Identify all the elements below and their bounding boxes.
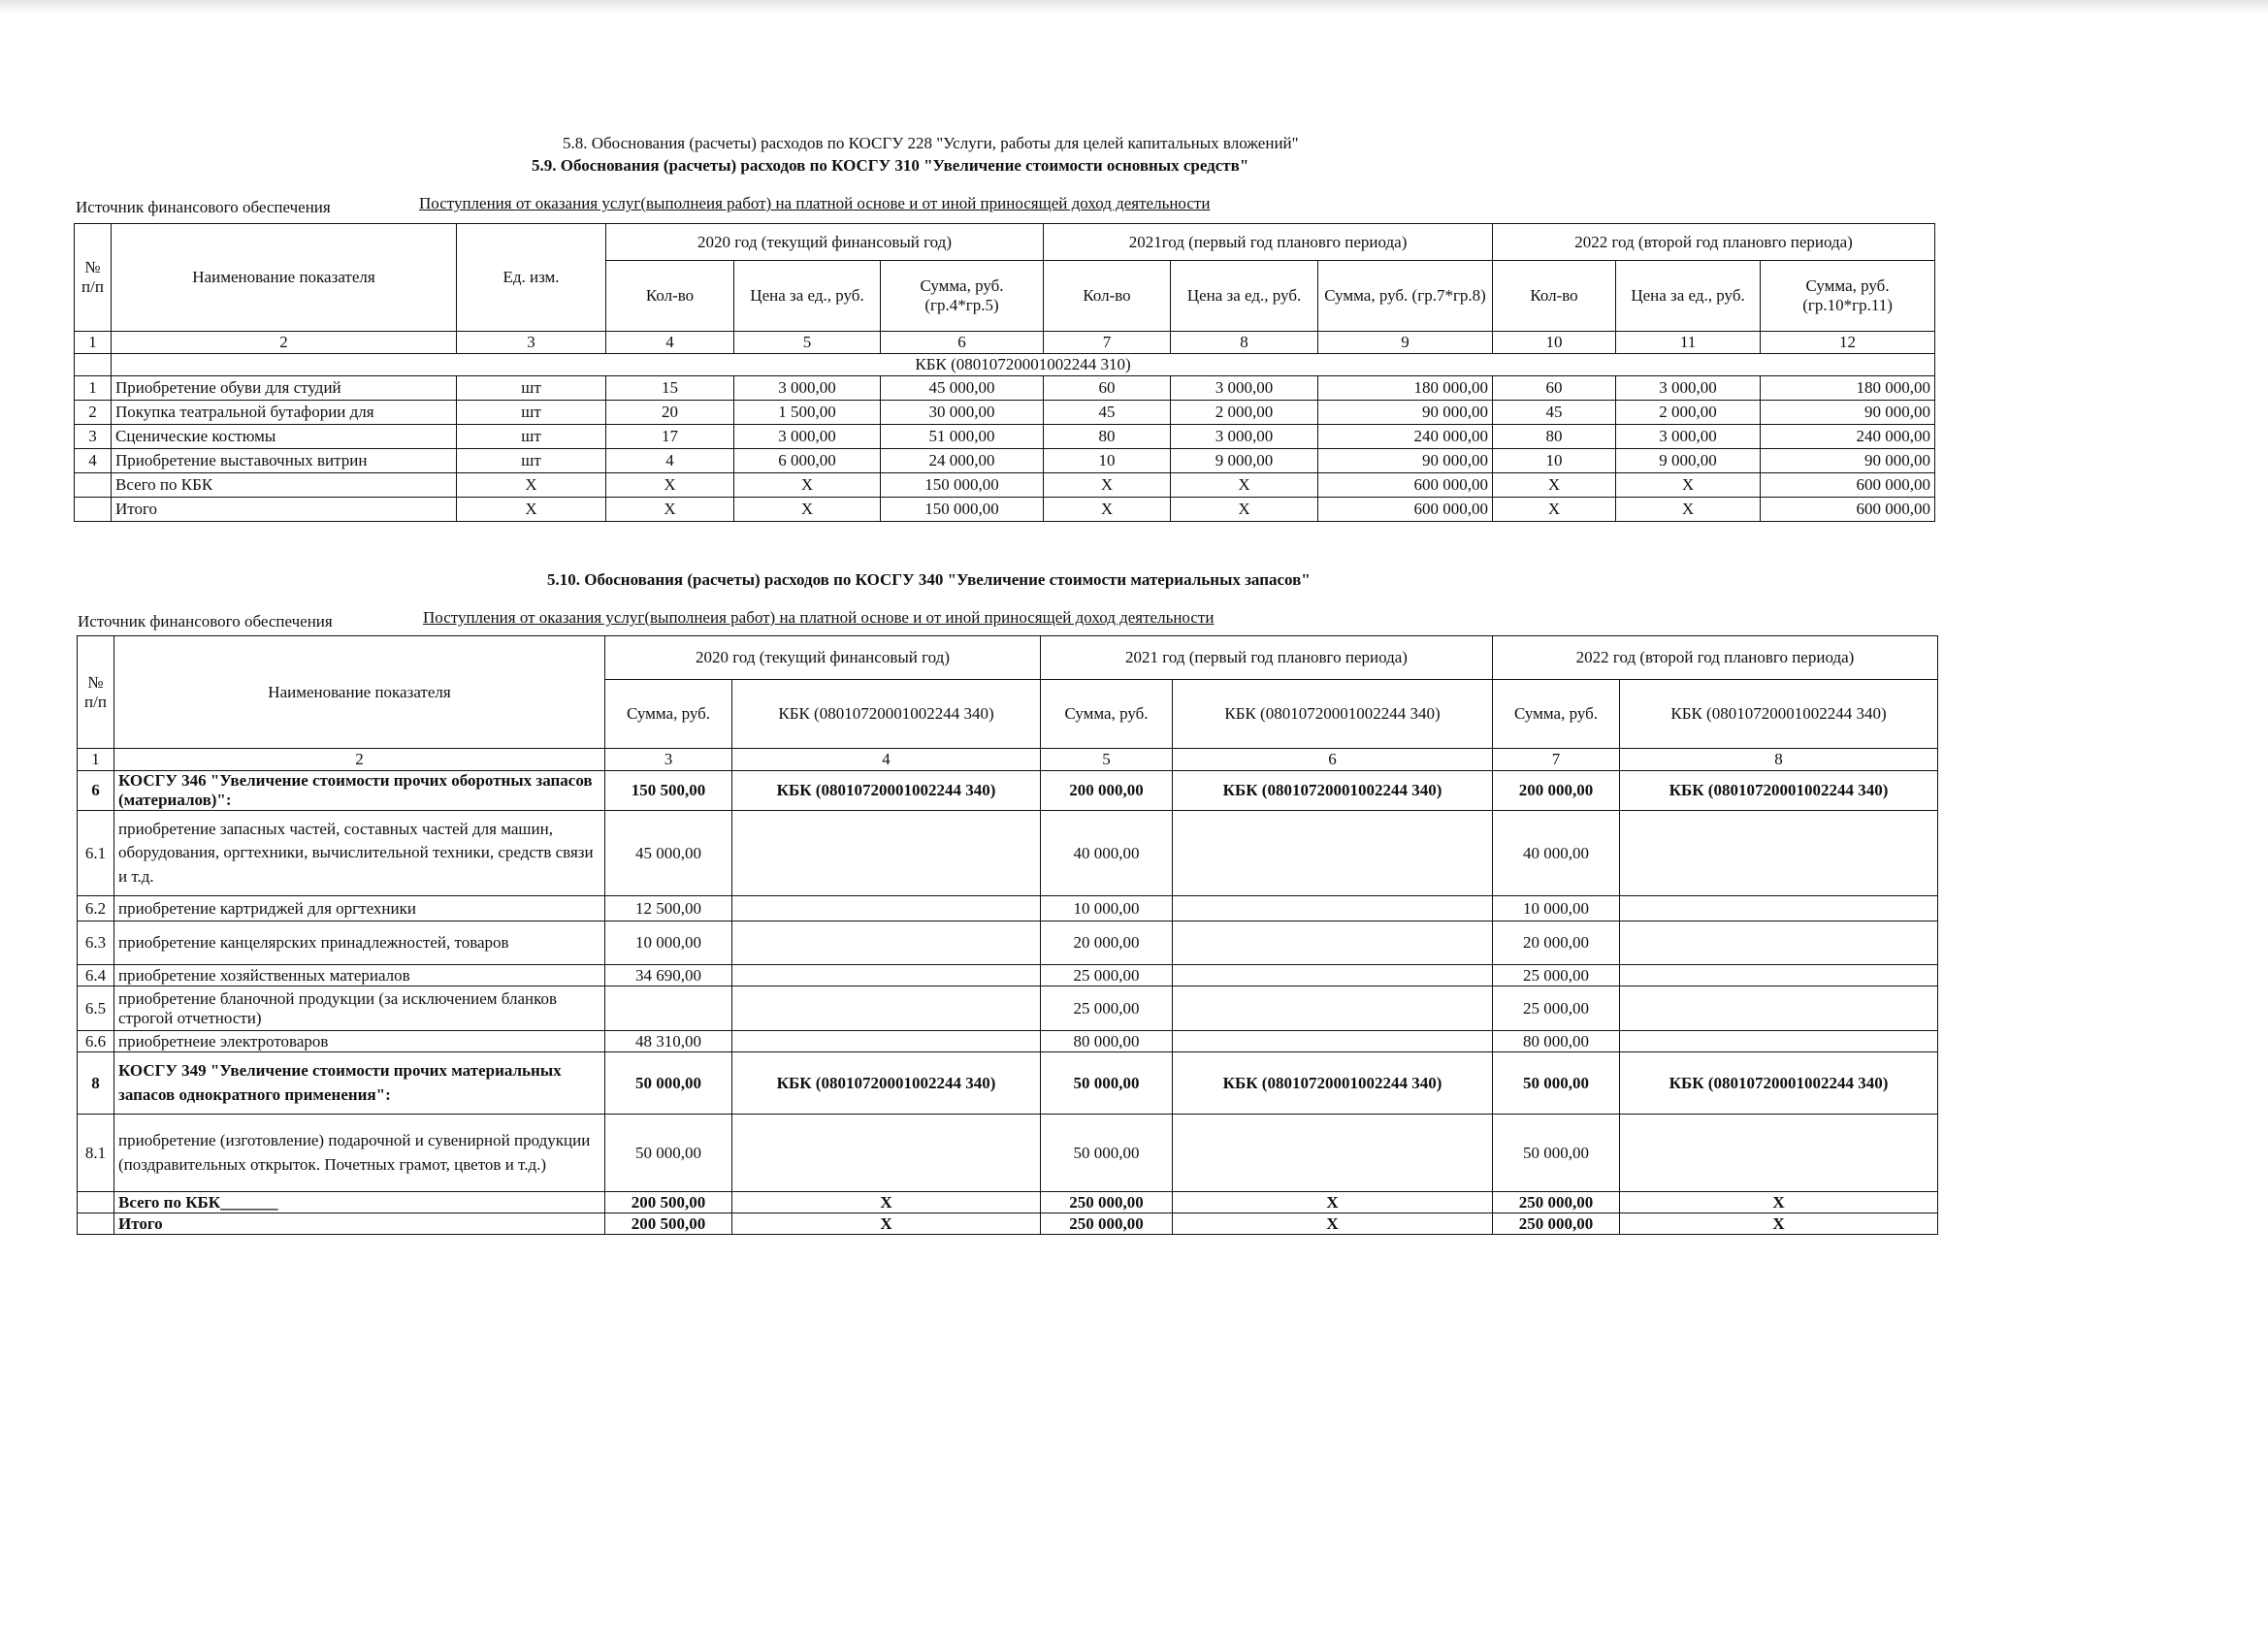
row-sum: 50 000,00 (1493, 1115, 1620, 1192)
kbk-row (75, 354, 1935, 376)
row-qty: Х (606, 498, 734, 522)
row-sum: 90 000,00 (1318, 449, 1493, 473)
kbk-header: КБК (08010720001002244 340) (1620, 680, 1938, 749)
total-row (75, 498, 1935, 522)
row-sum: 200 500,00 (605, 1213, 732, 1235)
column-index: 7 (1044, 332, 1171, 354)
row-unit: шт (457, 449, 606, 473)
row-qty: 20 (606, 401, 734, 425)
row-sum: 600 000,00 (1318, 498, 1493, 522)
row-price: 3 000,00 (734, 425, 881, 449)
row-sum: 20 000,00 (1493, 922, 1620, 965)
row-num: 6.2 (78, 896, 114, 922)
row-sum: 150 000,00 (881, 473, 1044, 498)
row-sum: 51 000,00 (881, 425, 1044, 449)
column-index: 6 (1173, 749, 1493, 771)
row-sum: 30 000,00 (881, 401, 1044, 425)
table-row (75, 376, 1935, 401)
row-sum: 240 000,00 (1318, 425, 1493, 449)
column-index: 5 (1041, 749, 1173, 771)
row-qty: 10 (1493, 449, 1616, 473)
row-num: 6.3 (78, 922, 114, 965)
row-qty: 60 (1044, 376, 1171, 401)
column-index: 3 (605, 749, 732, 771)
row-kbk (1173, 811, 1493, 896)
year-2022-header: 2022 год (второй год плановго периода) (1493, 224, 1935, 261)
row-kbk (1173, 965, 1493, 986)
row-sum: 180 000,00 (1318, 376, 1493, 401)
row-name: приобретение хозяйственных материалов (114, 965, 605, 986)
column-index: 10 (1493, 332, 1616, 354)
row-name: приобретение запасных частей, составных частей для машин, оборудования, оргтехники, вычислительной техники, средств связи и т.д. (114, 811, 605, 896)
source-value-2: Поступления от оказания услуг(выполнеия работ) на платной основе и от иной приносящей доход деятельности (423, 608, 1215, 627)
row-sum: 90 000,00 (1318, 401, 1493, 425)
row-price: 3 000,00 (734, 376, 881, 401)
row-sum: 200 000,00 (1041, 771, 1173, 811)
column-index: 1 (75, 332, 112, 354)
row-qty: 45 (1493, 401, 1616, 425)
kbk-header: КБК (08010720001002244 340) (732, 680, 1041, 749)
total-row (78, 1213, 1938, 1235)
row-qty: Х (606, 473, 734, 498)
sum-header: Сумма, руб. (1041, 680, 1173, 749)
row-name: приобретнеие электротоваров (114, 1031, 605, 1052)
column-index: 2 (114, 749, 605, 771)
row-num: 6 (78, 771, 114, 811)
row-sum: 180 000,00 (1761, 376, 1935, 401)
row-sum: 250 000,00 (1493, 1192, 1620, 1213)
row-sum (605, 986, 732, 1031)
row-kbk (1620, 1115, 1938, 1192)
row-kbk (1620, 965, 1938, 986)
column-index: 8 (1620, 749, 1938, 771)
column-index: 11 (1616, 332, 1761, 354)
row-unit: Х (457, 498, 606, 522)
column-index: 5 (734, 332, 881, 354)
table-row (78, 811, 1938, 896)
group-row-kosgu-349 (78, 1052, 1938, 1115)
source-label-1: Источник финансового обеспечения (76, 198, 331, 216)
table-row (78, 986, 1938, 1031)
kbk-header: КБК (08010720001002244 340) (1173, 680, 1493, 749)
row-kbk (1173, 922, 1493, 965)
sum-header: Сумма, руб. (гр.10*гр.11) (1761, 261, 1935, 332)
row-sum: 600 000,00 (1761, 498, 1935, 522)
row-num: 6.4 (78, 965, 114, 986)
column-index: 3 (457, 332, 606, 354)
row-kbk: КБК (08010720001002244 340) (1620, 1052, 1938, 1115)
row-qty: 15 (606, 376, 734, 401)
row-kbk: Х (1620, 1213, 1938, 1235)
row-num: 6.6 (78, 1031, 114, 1052)
row-kbk: КБК (08010720001002244 340) (732, 1052, 1041, 1115)
total-kbk-row (78, 1192, 1938, 1213)
year-2020-header: 2020 год (текущий финансовый год) (605, 636, 1041, 680)
row-name: приобретение (изготовление) подарочной и сувенирной продукции (поздравительных открыток. Почетных грамот, цветов и т.д.) (114, 1115, 605, 1192)
row-sum: 34 690,00 (605, 965, 732, 986)
row-num: 8 (78, 1052, 114, 1115)
table-header-row (78, 636, 1938, 680)
column-index: 4 (606, 332, 734, 354)
row-price: Х (734, 473, 881, 498)
row-qty: 80 (1493, 425, 1616, 449)
row-sum: 40 000,00 (1041, 811, 1173, 896)
row-unit: Х (457, 473, 606, 498)
col-name-header: Наименование показателя (114, 636, 605, 749)
row-name: Итого (114, 1213, 605, 1235)
row-sum: 45 000,00 (881, 376, 1044, 401)
row-num (78, 1213, 114, 1235)
col-unit-header: Ед. изм. (457, 224, 606, 332)
row-num: 6.5 (78, 986, 114, 1031)
row-kbk: КБК (08010720001002244 340) (732, 771, 1041, 811)
row-price: 2 000,00 (1616, 401, 1761, 425)
row-kbk (1620, 922, 1938, 965)
row-price: 3 000,00 (1616, 376, 1761, 401)
kbk-row-num (75, 354, 112, 376)
sum-header: Сумма, руб. (1493, 680, 1620, 749)
column-index: 9 (1318, 332, 1493, 354)
row-name: приобретение картриджей для оргтехники (114, 896, 605, 922)
row-kbk: Х (1173, 1192, 1493, 1213)
row-sum: 250 000,00 (1041, 1192, 1173, 1213)
year-2021-header: 2021 год (первый год плановго периода) (1041, 636, 1493, 680)
row-sum: 25 000,00 (1493, 986, 1620, 1031)
total-kbk-row (75, 473, 1935, 498)
source-label-2: Источник финансового обеспечения (78, 612, 333, 630)
row-sum: 50 000,00 (605, 1052, 732, 1115)
row-kbk (732, 896, 1041, 922)
row-sum: 240 000,00 (1761, 425, 1935, 449)
row-sum: 10 000,00 (1041, 896, 1173, 922)
table-row (75, 449, 1935, 473)
row-qty: Х (1493, 498, 1616, 522)
row-num (75, 473, 112, 498)
column-index: 12 (1761, 332, 1935, 354)
column-index-row (78, 749, 1938, 771)
row-sum: 600 000,00 (1761, 473, 1935, 498)
row-sum: 10 000,00 (605, 922, 732, 965)
table-row (78, 1031, 1938, 1052)
column-index: 2 (112, 332, 457, 354)
row-name: Приобретение выставочных витрин (112, 449, 457, 473)
table-row (75, 425, 1935, 449)
row-price: 6 000,00 (734, 449, 881, 473)
row-num (78, 1192, 114, 1213)
row-sum: 12 500,00 (605, 896, 732, 922)
row-price: Х (1171, 498, 1318, 522)
row-kbk (1173, 1031, 1493, 1052)
row-sum: 150 500,00 (605, 771, 732, 811)
year-2021-header: 2021год (первый год плановго периода) (1044, 224, 1493, 261)
column-index: 7 (1493, 749, 1620, 771)
row-kbk (732, 811, 1041, 896)
table-row (78, 922, 1938, 965)
row-sum: 90 000,00 (1761, 449, 1935, 473)
row-num: 1 (75, 376, 112, 401)
row-sum: 50 000,00 (1493, 1052, 1620, 1115)
row-kbk: Х (1620, 1192, 1938, 1213)
row-num: 6.1 (78, 811, 114, 896)
row-unit: шт (457, 425, 606, 449)
scan-edge-shading (0, 0, 2268, 14)
row-sum: 50 000,00 (1041, 1115, 1173, 1192)
row-kbk: КБК (08010720001002244 340) (1173, 1052, 1493, 1115)
row-price: 3 000,00 (1616, 425, 1761, 449)
row-name: Сценические костюмы (112, 425, 457, 449)
row-sum: 48 310,00 (605, 1031, 732, 1052)
price-header: Цена за ед., руб. (1171, 261, 1318, 332)
sum-header: Сумма, руб. (гр.7*гр.8) (1318, 261, 1493, 332)
row-kbk (1620, 986, 1938, 1031)
row-unit: шт (457, 401, 606, 425)
row-sum: 25 000,00 (1493, 965, 1620, 986)
row-kbk (732, 986, 1041, 1031)
section-5-10-title: 5.10. Обоснования (расчеты) расходов по КОСГУ 340 "Увеличение стоимости материальных запасов" (547, 570, 1311, 589)
row-sum: 200 000,00 (1493, 771, 1620, 811)
row-sum: 250 000,00 (1041, 1213, 1173, 1235)
column-index: 4 (732, 749, 1041, 771)
row-price: 2 000,00 (1171, 401, 1318, 425)
row-price: Х (1171, 473, 1318, 498)
col-name-header: Наименование показателя (112, 224, 457, 332)
row-sum: 150 000,00 (881, 498, 1044, 522)
row-kbk (1173, 896, 1493, 922)
kbk-row-label: КБК (08010720001002244 310) (112, 354, 1935, 376)
qty-header: Кол-во (1044, 261, 1171, 332)
row-kbk (1620, 1031, 1938, 1052)
row-price: Х (1616, 498, 1761, 522)
table-row (78, 965, 1938, 986)
row-qty: 10 (1044, 449, 1171, 473)
column-index: 6 (881, 332, 1044, 354)
table-kosgu-310 (74, 223, 1935, 522)
row-kbk: КБК (08010720001002244 340) (1173, 771, 1493, 811)
row-sum: 200 500,00 (605, 1192, 732, 1213)
row-name: КОСГУ 349 "Увеличение стоимости прочих материальных запасов однократного применения": (114, 1052, 605, 1115)
row-name: приобретение канцелярских принадлежностей, товаров (114, 922, 605, 965)
row-name: Итого (112, 498, 457, 522)
row-name: Покупка театральной бутафории для (112, 401, 457, 425)
row-sum: 45 000,00 (605, 811, 732, 896)
row-name: Всего по КБК_______ (114, 1192, 605, 1213)
row-kbk: КБК (08010720001002244 340) (1620, 771, 1938, 811)
row-qty: Х (1044, 498, 1171, 522)
row-qty: Х (1044, 473, 1171, 498)
row-kbk: Х (1173, 1213, 1493, 1235)
row-qty: 4 (606, 449, 734, 473)
price-header: Цена за ед., руб. (734, 261, 881, 332)
row-kbk (1620, 811, 1938, 896)
row-sum: 80 000,00 (1493, 1031, 1620, 1052)
row-qty: 60 (1493, 376, 1616, 401)
row-price: Х (1616, 473, 1761, 498)
row-price: 1 500,00 (734, 401, 881, 425)
row-name: КОСГУ 346 "Увеличение стоимости прочих оборотных запасов (материалов)": (114, 771, 605, 811)
sum-header: Сумма, руб. (605, 680, 732, 749)
row-kbk (732, 1031, 1041, 1052)
table-row (78, 1115, 1938, 1192)
table-row (75, 401, 1935, 425)
row-name: Приобретение обуви для студий (112, 376, 457, 401)
row-kbk (732, 922, 1041, 965)
row-qty: Х (1493, 473, 1616, 498)
section-5-8-title: 5.8. Обоснования (расчеты) расходов по КОСГУ 228 "Услуги, работы для целей капитальных вложений" (563, 134, 1299, 152)
row-name: приобретение бланочной продукции (за исключением бланков строгой отчетности) (114, 986, 605, 1031)
row-kbk (732, 965, 1041, 986)
section-5-9-title: 5.9. Обоснования (расчеты) расходов по КОСГУ 310 "Увеличение стоимости основных средств" (532, 156, 1249, 175)
column-index-row (75, 332, 1935, 354)
row-kbk (1620, 896, 1938, 922)
col-num-header: № п/п (78, 636, 114, 749)
row-price: Х (734, 498, 881, 522)
row-sum: 40 000,00 (1493, 811, 1620, 896)
row-price: 9 000,00 (1616, 449, 1761, 473)
row-qty: 45 (1044, 401, 1171, 425)
row-sum: 25 000,00 (1041, 965, 1173, 986)
row-kbk: Х (732, 1192, 1041, 1213)
price-header: Цена за ед., руб. (1616, 261, 1761, 332)
table-row (78, 896, 1938, 922)
row-kbk (1173, 986, 1493, 1031)
column-index: 8 (1171, 332, 1318, 354)
table-header-row (75, 224, 1935, 261)
row-sum: 50 000,00 (605, 1115, 732, 1192)
row-price: 3 000,00 (1171, 376, 1318, 401)
col-num-header: № п/п (75, 224, 112, 332)
year-2022-header: 2022 год (второй год плановго периода) (1493, 636, 1938, 680)
row-qty: 80 (1044, 425, 1171, 449)
table-kosgu-340 (77, 635, 1938, 1235)
row-kbk: Х (732, 1213, 1041, 1235)
row-sum: 10 000,00 (1493, 896, 1620, 922)
row-sum: 50 000,00 (1041, 1052, 1173, 1115)
row-sum: 250 000,00 (1493, 1213, 1620, 1235)
sum-header: Сумма, руб. (гр.4*гр.5) (881, 261, 1044, 332)
row-num (75, 498, 112, 522)
row-num: 8.1 (78, 1115, 114, 1192)
row-sum: 24 000,00 (881, 449, 1044, 473)
row-price: 9 000,00 (1171, 449, 1318, 473)
row-sum: 20 000,00 (1041, 922, 1173, 965)
column-index: 1 (78, 749, 114, 771)
row-num: 2 (75, 401, 112, 425)
row-kbk (1173, 1115, 1493, 1192)
row-sum: 25 000,00 (1041, 986, 1173, 1031)
row-num: 3 (75, 425, 112, 449)
group-row-kosgu-346 (78, 771, 1938, 811)
row-sum: 90 000,00 (1761, 401, 1935, 425)
source-value-1: Поступления от оказания услуг(выполнеия работ) на платной основе и от иной приносящей доход деятельности (419, 194, 1211, 212)
year-2020-header: 2020 год (текущий финансовый год) (606, 224, 1044, 261)
row-unit: шт (457, 376, 606, 401)
qty-header: Кол-во (1493, 261, 1616, 332)
row-qty: 17 (606, 425, 734, 449)
row-kbk (732, 1115, 1041, 1192)
row-sum: 80 000,00 (1041, 1031, 1173, 1052)
row-price: 3 000,00 (1171, 425, 1318, 449)
qty-header: Кол-во (606, 261, 734, 332)
row-sum: 600 000,00 (1318, 473, 1493, 498)
row-num: 4 (75, 449, 112, 473)
row-name: Всего по КБК (112, 473, 457, 498)
